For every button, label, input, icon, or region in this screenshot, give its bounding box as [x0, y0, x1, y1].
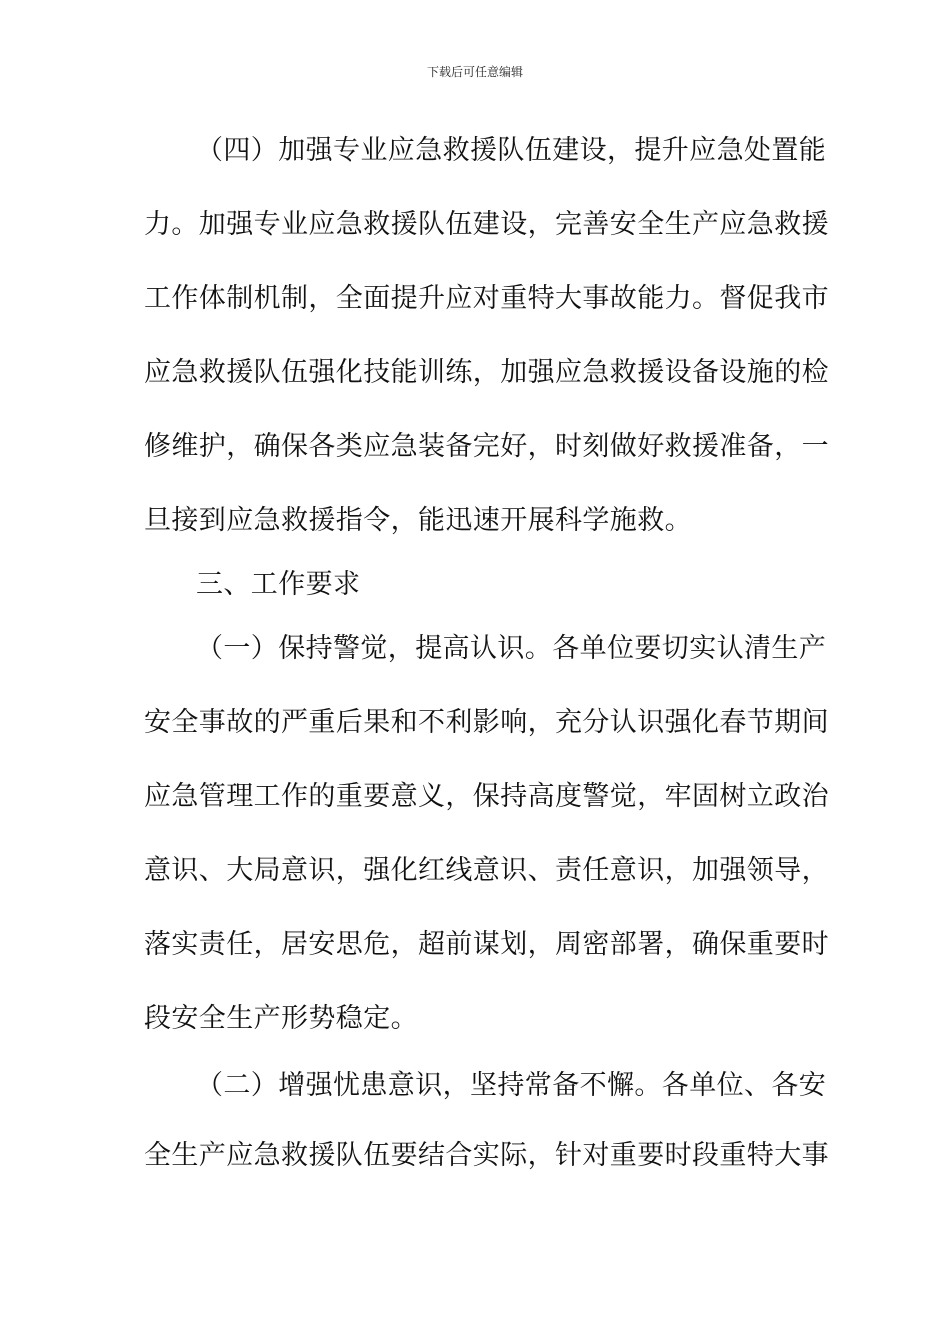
paragraph-line: 修维护，确保各类应急装备完好，时刻做好救援准备，一 [144, 431, 829, 462]
paragraph-line: 力。加强专业应急救援队伍建设，完善安全生产应急救援 [144, 209, 829, 240]
paragraph-line: （一）保持警觉，提高认识。各单位要切实认清生产 [196, 633, 827, 664]
paragraph-line: 段安全生产形势稳定。 [144, 1003, 418, 1034]
page-header: 下载后可任意编辑 [426, 65, 523, 79]
section-heading: 三、工作要求 [196, 569, 361, 600]
paragraph-line: 意识、大局意识，强化红线意识、责任意识，加强领导， [144, 855, 829, 886]
paragraph-line: 应急救援队伍强化技能训练，加强应急救援设备设施的检 [144, 357, 829, 388]
paragraph-line: 工作体制机制，全面提升应对重特大事故能力。督促我市 [144, 283, 829, 314]
paragraph-line: 安全事故的严重后果和不利影响，充分认识强化春节期间 [144, 707, 829, 738]
paragraph-line: 应急管理工作的重要意义，保持高度警觉，牢固树立政治 [144, 781, 829, 812]
paragraph-line: 全生产应急救援队伍要结合实际，针对重要时段重特大事 [144, 1140, 829, 1171]
paragraph-line: （二）增强忧患意识，坚持常备不懈。各单位、各安 [196, 1070, 827, 1101]
paragraph-line: （四）加强专业应急救援队伍建设，提升应急处置能 [196, 135, 827, 166]
paragraph-line: 旦接到应急救援指令，能迅速开展科学施救。 [144, 505, 692, 536]
paragraph-line: 落实责任，居安思危，超前谋划，周密部署，确保重要时 [144, 929, 829, 960]
